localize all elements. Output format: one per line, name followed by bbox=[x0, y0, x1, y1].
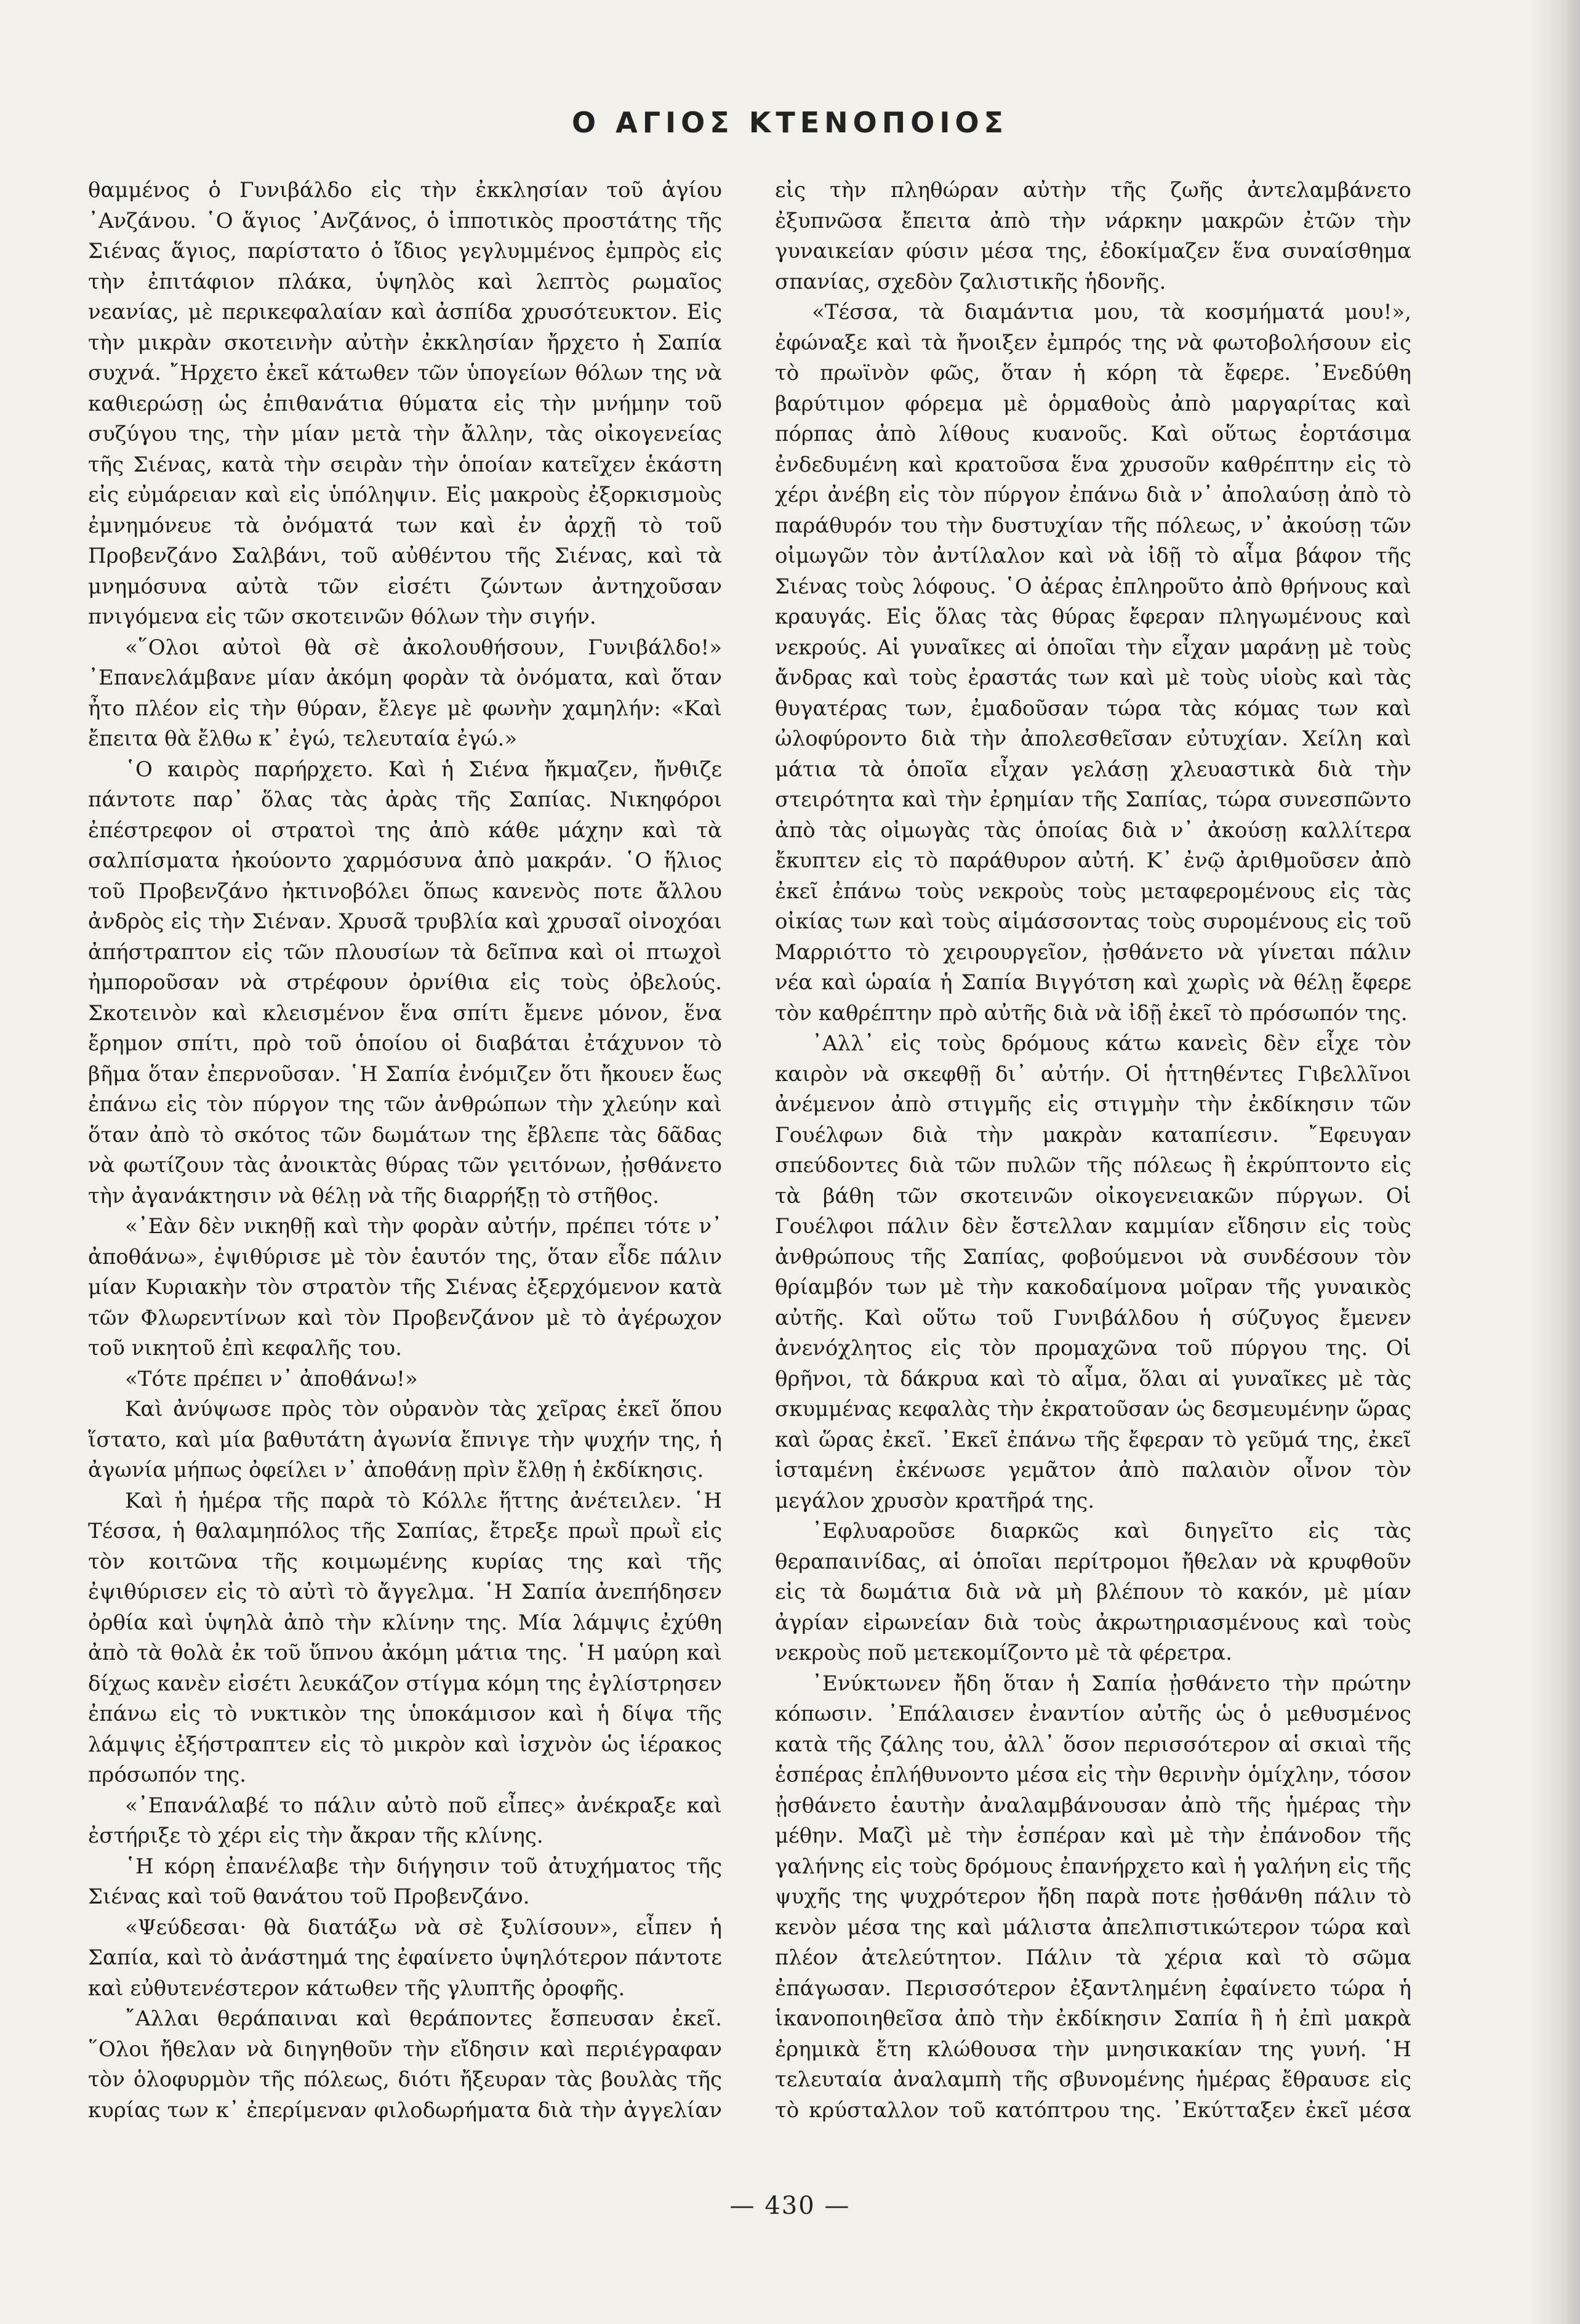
paragraph: Καὶ ἀνύψωσε πρὸς τὸν οὐρανὸν τὰς χεῖρας ἐκεῖ ὅπου ἵστατο, καὶ μία βαθυτάτη ἀγωνία ἔπνιγε τὴν ψυχήν της, ἡ ἀγωνία μήπως ὀφείλει ν᾿ ἀποθάνῃ πρὶν ἔλθῃ ἡ ἐκδίκησις. bbox=[88, 1397, 722, 1482]
paragraph: εἰς τὴν πληθώραν αὐτὴν τῆς ζωῆς ἀντελαμβάνετο ἐξυπνῶσα ἔπειτα ἀπὸ τὴν νάρκην μακρῶν ἐτῶν τὴν γυναικείαν φύσιν μέσα της, ἐδοκίμαζεν ἕνα συναίσθημα σπανίας, σχεδὸν ζαλιστικῆς ἡδονῆς. bbox=[775, 178, 1411, 294]
paragraph: ᾿Ενύκτωνεν ἤδη ὅταν ἡ Σαπία ᾐσθάνετο τὴν πρώτην κόπωσιν. ᾿Επάλαισεν ἐναντίον αὐτῆς ὡς ὁ μεθυσμένος κατὰ τῆς ζάλης του, ἀλλ᾿ ὅσον περισσότερον αἱ σκιαὶ τῆς ἑσπέρας ἐπλήθυνοντο μέσα εἰς τὴν θερινὴν ὁμίχλην, τόσον ᾐσθάνετο ἑαυτὴν ἀναλαμβάνουσαν ἀπὸ τῆς ἡμέρας τὴν μέθην. Μαζὶ μὲ τὴν ἑσπέραν καὶ μὲ τὴν ἐπάνοδον τῆς γαλήνης εἰς τοὺς δρόμους ἐπανήρχετο καὶ ἡ γαλήνη εἰς τῆς ψυχῆς της ψυχρότερον ἤδη παρὰ ποτε ᾐσθάνθη πάλιν τὸ κενὸν μέσα της καὶ μάλιστα ἀπελπιστικώτερον τώρα καὶ πλέον ἀτελεύτητον. Πάλιν τὰ χέρια καὶ τὸ σῶμα ἐπάγωσαν. Περισσότερον ἐξαντλημένη ἐφαίνετο τώρα ἡ ἱκανοποιηθεῖσα ἀπὸ τὴν ἐκδίκησιν Σαπία ἢ ἡ ἐπὶ μακρὰ ἐρημικὰ ἔτη κλώθουσα τὴν μνησικακίαν της γυνή. ῾Η τελευταία ἀναλαμπὴ τῆς σβυνομένης ἡμέρας ἔθραυσε εἰς τὸ κρύσταλλον τοῦ κατόπτρου της. ᾿Εκύτταξεν ἐκεῖ μέσα bbox=[775, 1671, 1411, 2123]
running-header: Ο ΑΓΙΟΣ ΚΤΕΝΟΠΟΙΟΣ bbox=[572, 106, 1008, 139]
right-column bbox=[775, 175, 1411, 2127]
paragraph: «᾿Εὰν δὲν νικηθῇ καὶ τὴν φορὰν αὐτήν, πρέπει τότε ν᾿ ἀποθάνω», ἐψιθύρισε μὲ τὸν ἑαυτόν της, ὅταν εἶδε πάλιν μίαν Κυριακὴν τὸν στρατὸν τῆς Σιένας ἐξερχόμενον κατὰ τῶν Φλωρεντίνων καὶ τὸν Προβενζάνον μὲ τὸ ἀγέρωχον τοῦ νικητοῦ ἐπὶ κεφαλῆς του. bbox=[88, 1214, 722, 1361]
paragraph: «᾿Επανάλαβέ το πάλιν αὐτὸ ποῦ εἶπες» ἀνέκραξε καὶ ἐστήριξε τὸ χέρι εἰς τὴν ἄκραν τῆς κλίνης. bbox=[88, 1793, 722, 1848]
paragraph: ᾿Εφλυαροῦσε διαρκῶς καὶ διηγεῖτο εἰς τὰς θεραπαινίδας, αἱ ὁποῖαι περίτρομοι ἤθελαν νὰ κρυφθοῦν εἰς τὰ δωμάτια διὰ νὰ μὴ βλέπουν τὸ κακόν, μὲ μίαν ἀγρίαν εἰρωνείαν διὰ τοὺς ἀκρωτηριασμένους καὶ τοὺς νεκροὺς ποῦ μετεκομίζοντο μὲ τὰ φέρετρα. bbox=[775, 1519, 1411, 1665]
paragraph: «Τέσσα, τὰ διαμάντια μου, τὰ κοσμήματά μου!», ἐφώναξε καὶ τὰ ἤνοιξεν ἐμπρός της νὰ φωτοβολήσουν εἰς τὸ πρωϊνὸν φῶς, ὅταν ἡ κόρη τὰ ἔφερε. ᾿Ενεδύθη βαρύτιμον φόρεμα μὲ ὁρμαθοὺς ἀπὸ μαργαρίτας καὶ πόρπας ἀπὸ λίθους κυανοῦς. Καὶ οὕτως ἑορτάσιμα ἐνδεδυμένη καὶ κρατοῦσα ἕνα χρυσοῦν καθρέπτην εἰς τὸ χέρι ἀνέβη εἰς τὸν πύργον ἐπάνω διὰ ν᾿ ἀπολαύσῃ ἀπὸ τὸ παράθυρόν του τὴν δυστυχίαν τῆς πόλεως, ν᾿ ἀκούσῃ τῶν οἰμωγῶν τὸν ἀντίλαλον καὶ νὰ ἰδῇ τὸ αἷμα βάφον τῆς Σιένας τοὺς λόφους. ῾Ο ἀέρας ἐπληροῦτο ἀπὸ θρήνους καὶ κραυγάς. Εἰς ὅλας τὰς θύρας ἔφεραν πληγωμένους καὶ νεκρούς. Αἱ γυναῖκες αἱ ὁποῖαι τὴν εἶχαν μαράνῃ μὲ τοὺς ἄνδρας καὶ τοὺς ἐραστάς των καὶ μὲ τοὺς υἱοὺς καὶ τὰς θυγατέρας των, ἐμαδοῦσαν τώρα τὰς κόμας των καὶ ὠλοφύροντο διὰ τὴν ἀπολεσθεῖσαν εὐτυχίαν. Χείλη καὶ μάτια τὰ ὁποῖα εἶχαν γελάσῃ χλευαστικὰ διὰ τὴν στειρότητα καὶ τὴν ἐρημίαν τῆς Σαπίας, τώρα συνεσπῶντο ἀπὸ τὰς οἰμωγὰς τὰς ὁποίας διὰ ν᾿ ἀκούσῃ καλλίτερα ἔκυπτεν εἰς τὸ παράθυρον αὐτή. Κ᾿ ἐνῷ ἀριθμοῦσεν ἀπὸ ἐκεῖ ἐπάνω τοὺς νεκροὺς τοὺς μεταφερομένους εἰς τὰς οἰκίας των καὶ τοὺς αἱμάσσοντας τοὺς συρομένους εἰς τοῦ Μαρριόττο τὸ χειρουργεῖον, ᾐσθάνετο νὰ γίνεται πάλιν νέα καὶ ὡραία ἡ Σαπία Βιγγότση καὶ χωρὶς νὰ θέλῃ ἔφερε τὸν καθρέπτην πρὸ αὐτῆς διὰ νὰ ἰδῇ ἐκεῖ τὸ πρόσωπόν της. bbox=[775, 300, 1411, 1026]
paragraph: Καὶ ἡ ἡμέρα τῆς παρὰ τὸ Κόλλε ἥττης ἀνέτειλεν. ῾Η Τέσσα, ἡ θαλαμηπόλος τῆς Σαπίας, ἔτρεξε πρωῒ πρωῒ εἰς τὸν κοιτῶνα τῆς κοιμωμένης κυρίας της καὶ τῆς ἐψιθύρισεν εἰς τὸ αὐτὶ τὸ ἄγγελμα. ῾Η Σαπία ἀνεπήδησεν ὀρθία καὶ ὑψηλὰ ἀπὸ τὴν κλίνην της. Μία λάμψις ἐχύθη ἀπὸ τὰ θολὰ ἐκ τοῦ ὕπνου ἀκόμη μάτια της. ῾Η μαύρη καὶ δίχως κανὲν εἰσέτι λευκάζον στίγμα κόμη της ἐγλίστρησεν ἐπάνω εἰς τὸ νυκτικὸν της ὑποκάμισον καὶ ἡ δίψα τῆς λάμψις ἐξήστραπτεν εἰς τὸ μικρὸν καὶ ἰσχνὸν ὡς ἱέρακος πρόσωπόν της. bbox=[88, 1488, 722, 1787]
paragraph: ῎Αλλαι θεράπαιναι καὶ θεράποντες ἔσπευσαν ἐκεῖ. ῞Ολοι ἤθελαν νὰ διηγηθοῦν τὴν εἴδησιν καὶ περιέγραφαν τὸν ὁλοφυρμὸν τῆς πόλεως, διότι ἤξευραν τὰς βουλὰς τῆς κυρίας των κ᾿ ἐπερίμεναν φιλοδωρήματα διὰ τὴν ἀγγελίαν bbox=[88, 2006, 722, 2123]
page-gutter-shadow bbox=[1531, 0, 1580, 2324]
paragraph: «῞Ολοι αὐτοὶ θὰ σὲ ἀκολουθήσουν, Γυνιβάλδο!» ᾿Επανελάμβανε μίαν ἀκόμη φορὰν τὰ ὀνόματα, καὶ ὅταν ἦτο πλέον εἰς τὴν θύραν, ἔλεγε μὲ φωνὴν χαμηλήν: «Καὶ ἔπειτα θὰ ἔλθω κ᾿ ἐγώ, τελευταία ἐγώ.» bbox=[88, 635, 722, 751]
paragraph: ᾿Αλλ᾿ εἰς τοὺς δρόμους κάτω κανεὶς δὲν εἶχε τὸν καιρὸν νὰ σκεφθῇ δι᾿ αὐτήν. Οἱ ἡττηθέντες Γιβελλῖνοι ἀνέμενον ἀπὸ στιγμῆς εἰς στιγμὴν τὴν ἐκδίκησιν τῶν Γουέλφων διὰ τὴν μακρὰν καταπίεσιν. ῎Εφευγαν σπεύδοντες διὰ τῶν πυλῶν τῆς πόλεως ἢ ἐκρύπτοντο εἰς τὰ βάθη τῶν σκοτεινῶν οἰκογενειακῶν πύργων. Οἱ Γουέλφοι πάλιν δὲν ἔστελλαν καμμίαν εἴδησιν εἰς τοὺς ἀνθρώπους τῆς Σαπίας, φοβούμενοι νὰ συνδέσουν τὸν θρίαμβόν των μὲ τὴν κακοδαίμονα μοῖραν τῆς γυναικὸς αὐτῆς. Καὶ οὕτω τοῦ Γυνιβάλδου ἡ σύζυγος ἔμενεν ἀνενόχλητος εἰς τὸν προμαχῶνα τοῦ πύργου της. Οἱ θρῆνοι, τὰ δάκρυα καὶ τὸ αἷμα, ὅλαι αἱ γυναῖκες μὲ τὰς σκυμμένας κεφαλὰς τὴν ἐκρατοῦσαν ὡς δεσμευμένην ὥρας καὶ ὥρας ἐκεῖ. ᾿Εκεῖ ἐπάνω τῆς ἔφεραν τὸ γεῦμά της, ἐκεῖ ἱσταμένη ἐκένωσε γεμᾶτον ἀπὸ παλαιὸν οἶνον τὸν μεγάλον χρυσὸν κρατῆρά της. bbox=[775, 1031, 1411, 1513]
paragraph: ῾Ο καιρὸς παρήρχετο. Καὶ ἡ Σιένα ἤκμαζεν, ἤνθιζε πάντοτε παρ᾿ ὅλας τὰς ἀρὰς τῆς Σαπίας. Νικηφόροι ἐπέστρεφον οἱ στρατοὶ της ἀπὸ κάθε μάχην καὶ τὰ σαλπίσματα ἠκούοντο χαρμόσυνα ἀπὸ μακράν. ῾Ο ἥλιος τοῦ Προβενζάνο ἠκτινοβόλει ὅπως κανενὸς ποτε ἄλλου ἀνδρὸς εἰς τὴν Σιέναν. Χρυσᾶ τρυβλία καὶ χρυσαῖ οἰνοχόαι ἀπήστραπτον εἰς τῶν πλουσίων τὰ δεῖπνα καὶ οἱ πτωχοὶ ἠμποροῦσαν νὰ στρέφουν ὀρνίθια εἰς τοὺς ὀβελούς. Σκοτεινὸν καὶ κλεισμένον ἕνα σπίτι ἔμενε μόνον, ἕνα ἔρημον σπίτι, πρὸ τοῦ ὁποίου οἱ διαβάται ἐτάχυνον τὸ βῆμα ὅταν ἐπερνοῦσαν. ῾Η Σαπία ἐνόμιζεν ὅτι ἤκουεν ἕως ἐπάνω εἰς τὸν πύργον της τῶν ἀνθρώπων τὴν χλεύην καὶ ὅταν ἀπὸ τὸ σκότος τῶν δωμάτων της ἔβλεπε τὰς δᾶδας νὰ φωτίζουν τὰς ἀνοικτὰς θύρας τῶν γειτόνων, ᾐσθάνετο τὴν ἀγανάκτησιν νὰ θέλῃ νὰ τῆς διαρρήξῃ τὸ στῆθος. bbox=[88, 757, 722, 1208]
page-number: — 430 — bbox=[729, 2192, 851, 2220]
left-column bbox=[88, 175, 722, 2127]
paragraph: «Ψεύδεσαι· θὰ διατάξω νὰ σὲ ξυλίσουν», εἶπεν ἡ Σαπία, καὶ τὸ ἀνάστημά της ἐφαίνετο ὑψηλότερον πάντοτε καὶ εὐθυτενέστερον κάτωθεν τῆς γλυπτῆς ὀροφῆς. bbox=[88, 1915, 722, 2001]
paragraph: «Τότε πρέπει ν᾿ ἀποθάνω!» bbox=[125, 1366, 418, 1391]
paragraph: θαμμένος ὁ Γυνιβάλδο εἰς τὴν ἐκκλησίαν τοῦ ἁγίου ᾿Ανζάνου. ῾Ο ἅγιος ᾿Ανζάνος, ὁ ἱπποτικὸς προστάτης τῆς Σιένας ἅγιος, παρίστατο ὁ ἴδιος γεγλυμμένος ἐμπρὸς εἰς τὴν ἐπιτάφιον πλάκα, ὑψηλὸς καὶ λεπτὸς ρωμαῖος νεανίας, μὲ περικεφαλαίαν καὶ ἀσπίδα χρυσότευκτον. Εἰς τὴν μικρὰν σκοτεινὴν αὐτὴν ἐκκλησίαν ἤρχετο ἡ Σαπία συχνά. ῎Ηρχετο ἐκεῖ κάτωθεν τῶν ὑπογείων θόλων της νὰ καθιερώσῃ ὡς ἐπιθανάτια θύματα εἰς τὴν μνήμην τοῦ συζύγου της, τὴν μίαν μετὰ τὴν ἄλλην, τὰς οἰκογενείας τῆς Σιένας, κατὰ τὴν σειρὰν τὴν ὁποίαν κατεῖχεν ἑκάστη εἰς εὐμάρειαν καὶ εἰς ὑπόληψιν. Εἰς μακροὺς ἐξορκισμοὺς ἐμνημόνευε τὰ ὀνόματά των καὶ ἐν ἀρχῇ τὸ τοῦ Προβενζάνο Σαλβάνι, τοῦ αὐθέντου τῆς Σιένας, καὶ τὰ μνημόσυνα αὐτὰ τῶν εἰσέτι ζώντων ἀντηχοῦσαν πνιγόμενα εἰς τῶν σκοτεινῶν θόλων τὴν σιγήν. bbox=[88, 178, 722, 629]
paragraph: ῾Η κόρη ἐπανέλαβε τὴν διήγησιν τοῦ ἀτυχήματος τῆς Σιένας καὶ τοῦ θανάτου τοῦ Προβενζάνο. bbox=[88, 1854, 722, 1909]
